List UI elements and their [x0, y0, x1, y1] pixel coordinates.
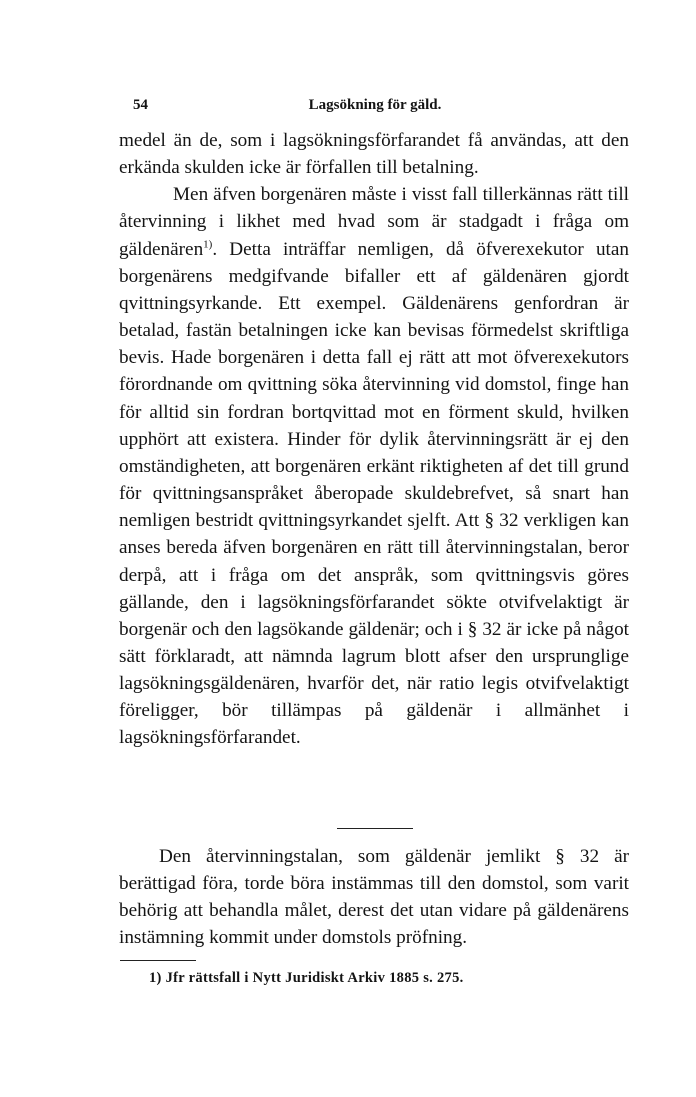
running-head: Lagsökning för gäld. — [308, 97, 442, 113]
paragraph-recovery-action: Den återvinningstalan, som gäldenär jemlikt § 32 är berättigad föra, torde böra instämmas till den domstol, som varit behörig att behandla målet, derest det utan vidare på gäldenärens instämning kommit under domstols pröfning. — [119, 846, 629, 949]
footnote-reference: 1) — [203, 238, 213, 251]
footnote-divider — [120, 960, 196, 961]
page-number: 54 — [133, 97, 148, 113]
page-header — [120, 97, 630, 121]
paragraph-creditor-recovery — [119, 181, 629, 751]
footnote: 1) Jfr rättsfall i Nytt Juridiskt Arkiv 1885 s. 275. — [149, 970, 464, 986]
paragraph-text-start: Men äfven borgenären måste i visst fall tillerkännas rätt till återvinning i likhet med hvad som är stadgadt i fråga om gäldenären — [119, 184, 629, 260]
second-section — [119, 843, 629, 952]
paragraph-text-end: . Detta inträffar nemligen, då öfverexekutor utan borgenärens medgifvande bifaller ett af gäldenären gjordt qvittningsyrkande. Ett exempel. Gäldenärens genfordran är betalad, fastän betalningen icke kan bevisas förmedelst skriftliga bevis. Hade borgenären i detta fall ej rätt att mot öfverexekutors förordnande om qvittning söka återvinning vid domstol, finge han för alltid sin fordran bortqvittad mot en förment skuld, hvilken upphört att existera. Hinder för dylik återvinningsrätt är ej den omständigheten, att borgenären erkänt riktigheten af det till grund för qvittningsanspråket åberopade skuldebrefvet, så snart han nemligen bestridt qvittningsyrkandet sjelft. Att § 32 verkligen kan anses bereda äfven borgenären en rätt till återvinningstalan, beror derpå, att i fråga om det anspråk, som qvittningsvis göres gällande, den i lagsökningsförfarandet sökte otvifvelaktigt är borgenär och den lagsökande gäldenär; och i § 32 är icke på något sätt förklaradt, att nämnda lagrum blott afser den ursprunglige lagsökningsgäldenären, hvarför det, när ratio legis otvifvelaktigt föreligger, bör tillämpas på gäldenär i allmänhet i lagsökningsförfarandet. — [119, 238, 629, 749]
section-divider — [337, 828, 413, 829]
paragraph-continuation: medel än de, som i lagsökningsförfarandet få användas, att den erkända skulden icke är förfallen till betalning. — [119, 130, 629, 179]
main-text — [119, 127, 629, 752]
